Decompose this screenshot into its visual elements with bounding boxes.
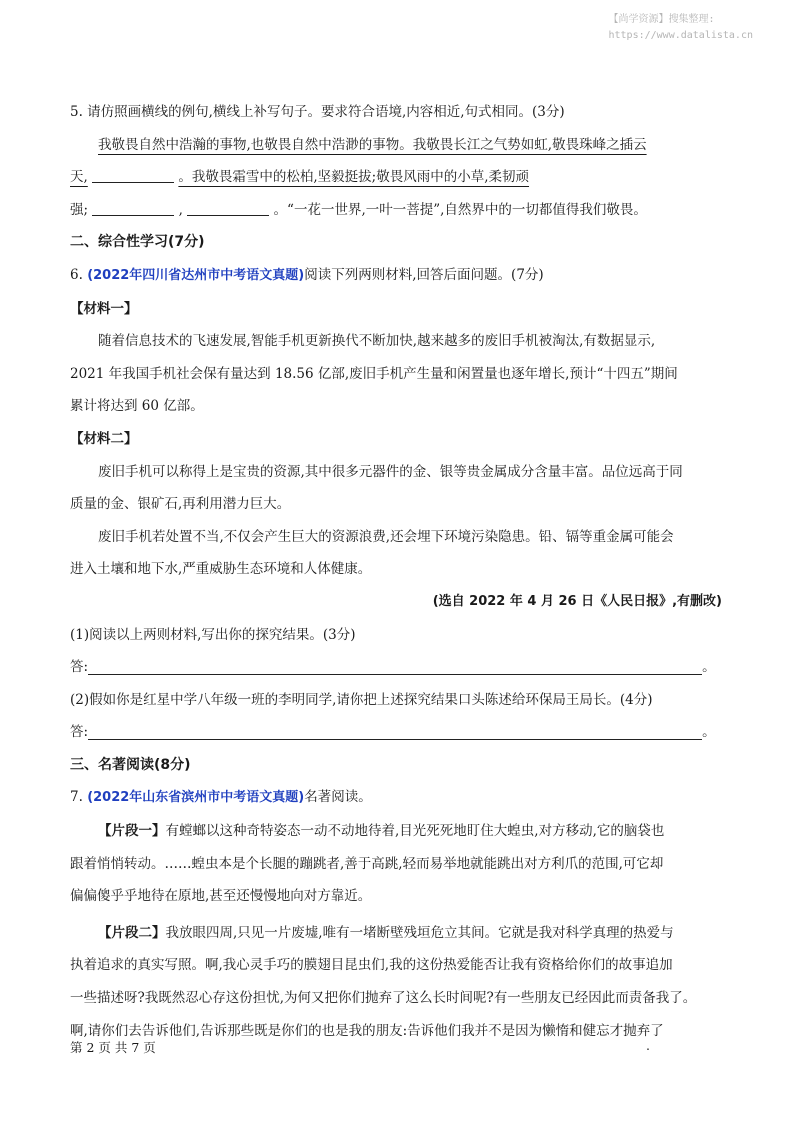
section2-heading: 二、综合性学习(7分) [70,234,205,251]
q5-line3-comma: , [178,201,183,218]
fragment1-line1 [70,815,722,848]
q6-sub2: (2)假如你是红星中学八年级一班的李明同学,请你把上述探究结果口头陈述给环保局王局长。(4分) [70,691,653,708]
answer1-end: 。 [702,659,716,676]
fragment2-line2: 执着追求的真实写照。啊,我心灵手巧的膜翅目昆虫们,我的这份热爱能否让我有资格给你们的故事追加 [70,957,673,974]
q5-example-sentence: 我敬畏自然中浩瀚的事物,也敬畏自然中浩渺的事物。我敬畏长江之气势如虹,敬畏珠峰之插云 [98,136,647,153]
q6-source: (2022年四川省达州市中考语文真题) [87,267,305,283]
q6-instruction: 阅读下列两则材料,回答后面问题。(7分) [304,266,544,283]
fragment2-line1 [70,917,722,950]
answer2-label: 答: [70,724,89,741]
answer2-end: 。 [702,724,716,741]
material-citation: (选自 2022 年 4 月 26 日《人民日报》,有删改) [432,593,722,609]
material1-line2: 2021 年我国手机社会保有量达到 18.56 亿部,废旧手机产生量和闲置量也逐年增长,预计“十四五”期间 [70,365,678,382]
answer2-line[interactable] [88,721,702,740]
q5-line2-rest: 。我敬畏霜雪中的松柏,坚毅挺拔;敬畏风雨中的小草,柔韧顽 [178,169,530,186]
material2-title: 【材料二】 [70,430,138,447]
fragment1-tag: 【片段一】 [98,823,166,840]
material2-line4: 进入土壤和地下水,严重威胁生态环境和人体健康。 [70,561,372,578]
material2-line1: 废旧手机可以称得上是宝贵的资源,其中很多元器件的金、银等贵金属成分含量丰富。品位远高于同 [98,463,683,480]
material2-line2: 质量的金、银矿石,再利用潜力巨大。 [70,496,291,513]
watermark-url: https://www.datalista.cn [608,30,753,41]
fragment2-text1: 我放眼四周,只见一片废墟,唯有一堵断壁残垣危立其间。它就是我对科学真理的热爱与 [165,924,674,941]
q6-answer1-row [70,651,722,684]
fragment2-tag: 【片段二】 [98,924,166,941]
fragment2-line4: 啊,请你们去告诉他们,告诉那些既是你们的也是我的朋友:告诉他们我并不是因为懒惰和健忘才抛弃了 [70,1022,664,1039]
q7-source: (2022年山东省滨州市中考语文真题) [87,790,305,806]
q6-number: 6. [70,266,83,283]
answer1-line[interactable] [88,656,702,675]
section3-heading: 三、名著阅读(8分) [70,756,191,773]
fragment1-line2: 跟着悄悄转动。……蝗虫本是个长腿的蹦跳者,善于高跳,轻而易举地就能跳出对方利爪的范围,可它却 [70,855,664,872]
q5-blank-1[interactable] [92,166,174,183]
q5-line1 [70,129,722,162]
material1-line1: 随着信息技术的飞速发展,智能手机更新换代不断加快,越来越多的废旧手机被淘汰,有数据显示, [98,333,656,350]
watermark [609,12,754,44]
fragment1-text1: 有螳螂以这种奇特姿态一动不动地待着,目光死死地盯住大蝗虫,对方移动,它的脑袋也 [165,823,665,840]
material2-line3: 废旧手机若处置不当,不仅会产生巨大的资源浪费,还会埋下环境污染隐患。铅、镉等重金属可能会 [98,528,674,545]
answer1-label: 答: [70,659,89,676]
q5-line3-rest: 。“一花一世界,一叶一菩提”,自然界中的一切都值得我们敬畏。 [273,201,647,218]
page-number: 第 2 页 共 7 页 [70,1040,156,1055]
material1-line3: 累计将达到 60 亿部。 [70,398,204,415]
material1-title: 【材料一】 [70,300,138,317]
q6-sub1: (1)阅读以上两则材料,写出你的探究结果。(3分) [70,626,356,643]
q5-line2 [70,161,722,194]
q6-answer2-row [70,716,722,749]
footer-dot: . [646,1038,650,1053]
main-content [70,96,722,1047]
q7-number: 7. [70,789,83,806]
fragment1-line3: 偏偏傻乎乎地待在原地,甚至还慢慢地向对方靠近。 [70,888,372,905]
q5-line3 [70,194,722,227]
watermark-title: 【尚学资源】搜集整理: [608,14,715,25]
fragment2-line3: 一些描述呀?我既然忍心存这份担忧,为何又把你们抛弃了这么长时间呢?有一些朋友已经因此而责备我了。 [70,990,697,1007]
q5-line2-start: 天, [70,169,88,186]
q6-stem [70,259,722,293]
q7-instruction: 名著阅读。 [304,789,372,806]
q5-blank-3[interactable] [187,199,269,216]
q7-stem [70,781,722,815]
q5-stem: 5. 请仿照画横线的例句,横线上补写句子。要求符合语境,内容相近,句式相同。(3分) [70,104,565,120]
q5-blank-2[interactable] [92,199,174,216]
page-footer [70,1038,650,1056]
q5-line3-start: 强; [70,201,89,218]
